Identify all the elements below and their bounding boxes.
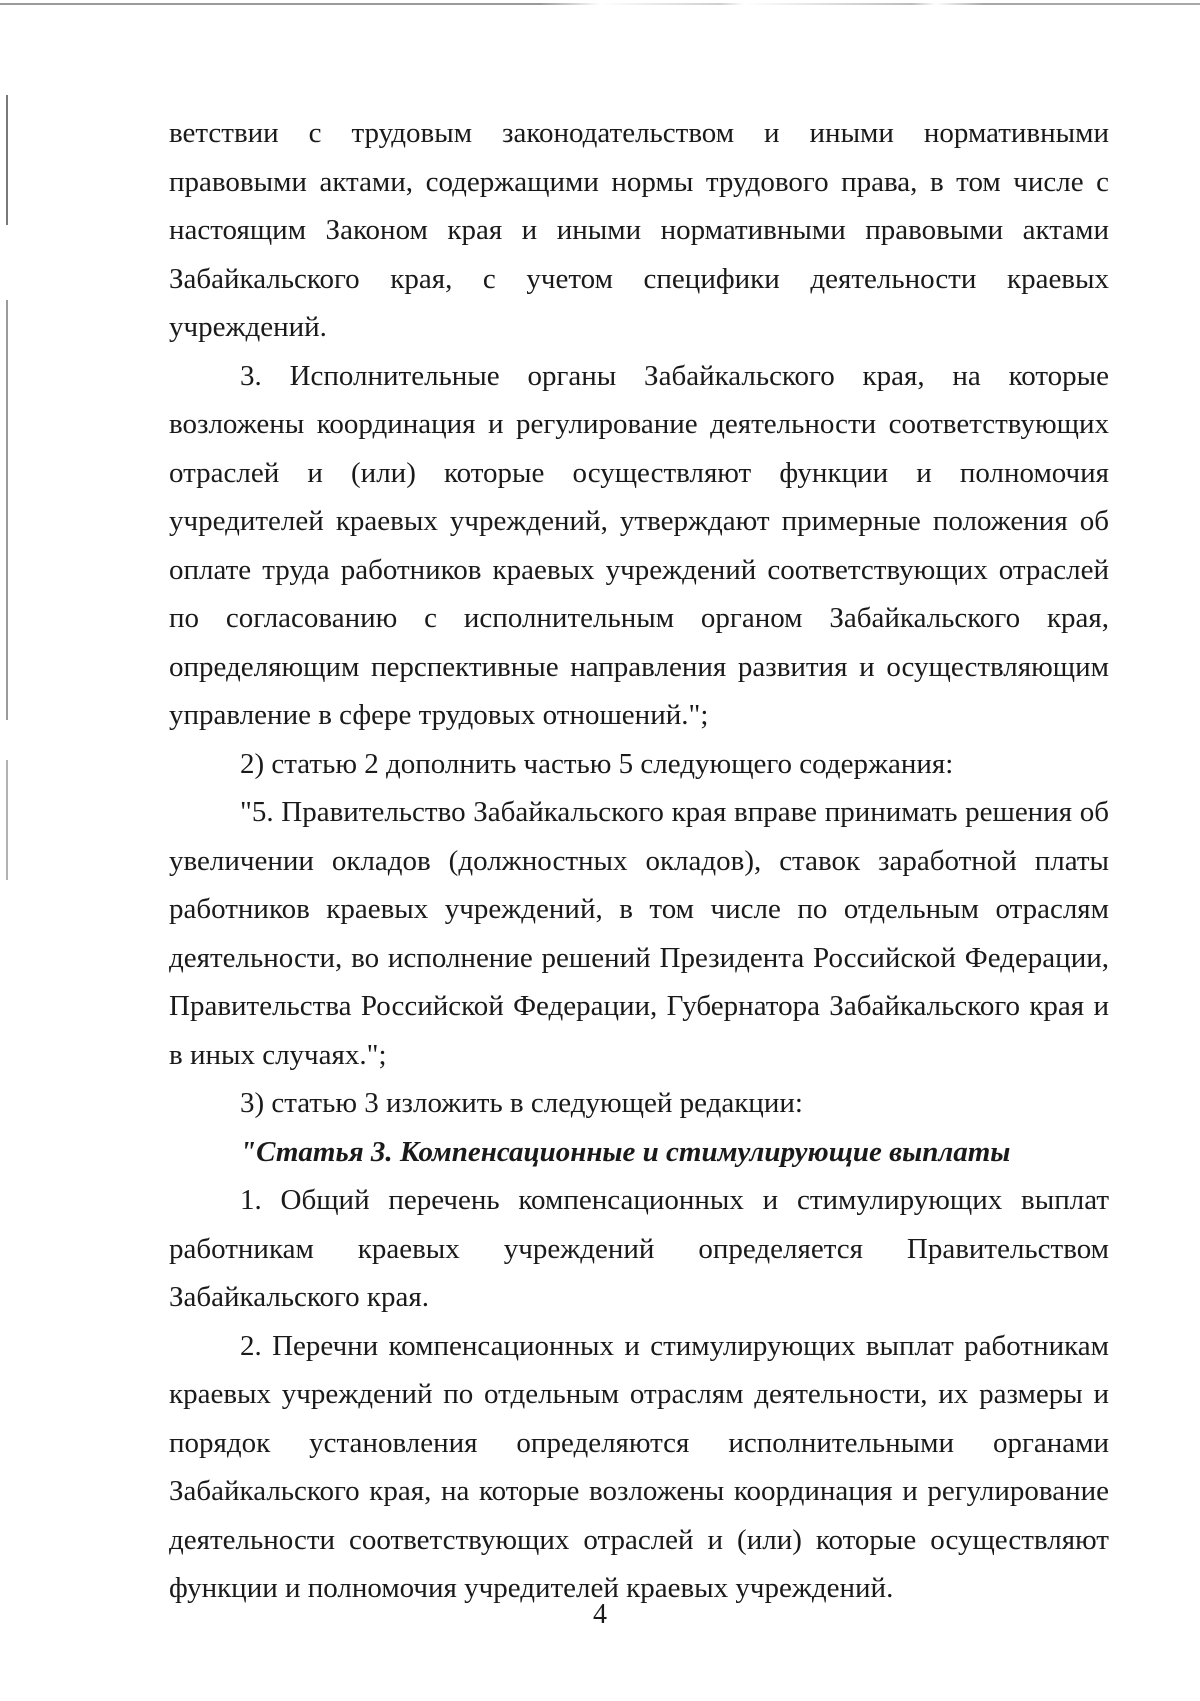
scan-edge-left: [6, 95, 8, 225]
paragraph-amendment-3: 3) статью 3 изложить в следующей редакции:: [240, 1087, 803, 1119]
paragraph-item-5: "5. Правительство Забайкальского края вправе принимать решения об увеличении окладов (должностных окладов), ставок заработной платы работников краевых учреждений, в том числе по отдельным отраслям деятельности, во исполнение решений Президента Российской Федерации, Правительства Российской Федерации, Губернатора Забайкальского края и в иных случаях.";: [169, 796, 1109, 1071]
scan-edge-top: [0, 3, 1200, 5]
paragraph-amendment-2: 2) статью 2 дополнить частью 5 следующего содержания:: [240, 747, 954, 780]
document-body: [169, 109, 1109, 1613]
paragraph-continuation: ветствии с трудовым законодательством и иными нормативными правовыми актами, содержащими нормы трудового права, в том числе с настоящим Законом края и иными нормативными правовыми актами Забайкальского края, с учетом специфики деятельности краевых учреждений.: [169, 117, 1109, 343]
paragraph-item-2: 2. Перечни компенсационных и стимулирующих выплат работникам краевых учреждений по отдельным отраслям деятельности, их размеры и порядок установления определяются исполнительными органами Забайкальского края, на которые возложены координация и регулирование деятельности соответствующих отраслей и (или) которые осуществляют функции и полномочия учредителей краевых учреждений.: [169, 1329, 1109, 1604]
scan-edge-left: [6, 300, 8, 720]
article-heading: "Статья 3. Компенсационные и стимулирующие выплаты: [240, 1135, 1011, 1168]
scan-edge-left: [6, 760, 8, 880]
paragraph-item-1: 1. Общий перечень компенсационных и стимулирующих выплат работникам краевых учреждений определяется Правительством Забайкальского края.: [169, 1184, 1109, 1313]
page-number: 4: [593, 1599, 607, 1630]
paragraph-item-3: 3. Исполнительные органы Забайкальского края, на которые возложены координация и регулирование деятельности соответствующих отраслей и (или) которые осуществляют функции и полномочия учредителей краевых учреждений, утверждают примерные положения об оплате труда работников краевых учреждений соответствующих отраслей по согласованию с исполнительным органом Забайкальского края, определяющим перспективные направления развития и осуществляющим управление в сфере трудовых отношений.";: [169, 359, 1109, 731]
